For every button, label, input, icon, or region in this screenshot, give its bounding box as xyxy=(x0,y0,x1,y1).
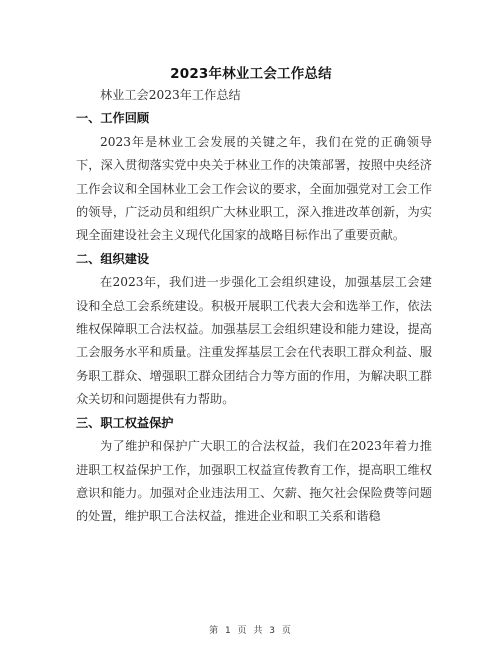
section-paragraph-rights-protection: 为了维护和保护广大职工的合法权益，我们在2023年着力推进职工权益保护工作，加强职工权益宣传教育工作，提高职工维权意识和能力。加强对企业违法用工、欠薪、拖欠社会保险费等问题的处置，维护职工合法权益，推进企业和职工关系和谐稳 xyxy=(76,439,432,524)
document-subtitle: 林业工会2023年工作总结 xyxy=(100,88,241,102)
document-title: 2023年林业工会工作总结 xyxy=(170,66,332,82)
page-number-footer: 第 1 页 共 3 页 xyxy=(209,626,293,636)
section-paragraph-work-review: 2023年是林业工会发展的关键之年，我们在党的正确领导下，深入贯彻落实党中央关于林业工作的决策部署，按照中央经济工作会议和全国林业工会工作会议的要求，全面加强党对工会工作的领导，广泛动员和组织广大林业职工，深入推进改革创新，为实现全面建设社会主义现代化国家的战略目标作出了重要贡献。 xyxy=(76,134,432,243)
section-heading-work-review: 一、工作回顾 xyxy=(76,111,150,126)
section-paragraph-organization: 在2023年，我们进一步强化工会组织建设，加强基层工会建设和全总工会系统建设。积极开展职工代表大会和选举工作，依法维权保障职工合法权益。加强基层工会组织建设和能力建设，提高工会服务水平和质量。注重发挥基层工会在代表职工群众利益、服务职工群众、增强职工群众团结合力等方面的作用，为解决职工群众关切和问题提供有力帮助。 xyxy=(76,275,432,407)
document-body xyxy=(76,84,432,529)
section-heading-organization: 二、组织建设 xyxy=(76,251,150,266)
section-heading-rights-protection: 三、职工权益保护 xyxy=(76,415,174,430)
